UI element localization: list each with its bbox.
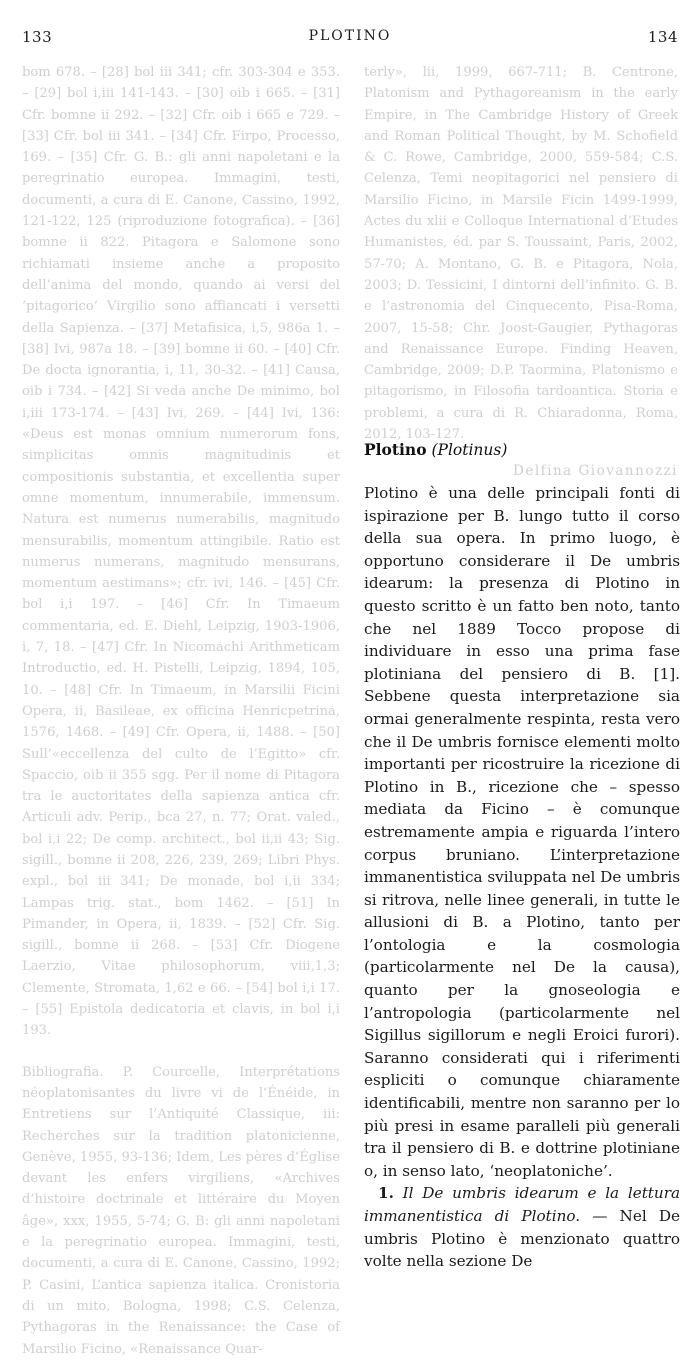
right-column-top (364, 62, 678, 483)
section-title: Il De umbris idearum e la lettura immanentistica di Plotino. (364, 1184, 681, 1225)
entry-body (364, 482, 680, 1273)
entry-paragraph-1: Plotino è una delle principali fonti di ispirazione per B. lungo tutto il corso della sua opera. In primo luogo, è opportuno considerare il De umbris idearum: la presenza di Plotino in questo scritto è un fatto ben noto, tanto che nel 1889 Tocco propose di individuare in esso una prima fase plotiniana del pensiero di B. [1]. Sebbene questa interpretazione sia ormai generalmente respinta, resta vero che il De umbris fornisce elementi molto importanti per ricostruire la ricezione di Plotino in B., ricezione che – spesso mediata da Ficino – è comunque estremamente ampia e riguarda l’intero corpus bruniano. L’interpretazione immanentistica sviluppata nel De umbris si ritrova, nelle linee generali, in tutte le allusioni di B. a Plotino, tanto per l’ontologia e la cosmologia (particolarmente nel De la causa), quanto per la gnoseologia e l’antropologia (particolarmente nel Sigillus sigillorum e negli Eroici furori). Saranno considerati qui i riferimenti espliciti o comunque chiaramente identificabili, mentre non saranno per lo più presi in esame paralleli più generali tra il pensiero di B. e dottrine plotiniane o, in senso lato, ‘neoplatoniche’. (364, 484, 680, 1180)
running-title: PLOTINO (308, 28, 392, 44)
section-number: 1. (378, 1184, 394, 1203)
bibliography: Bibliografia. P. Courcelle, Interprétations néoplatonisantes du livre vi de l’Énéide, in Entretiens sur l’Antiquité Classique, iii: Recherches sur la tradition platonicienne, Genève, 1955, 93-136; Idem, Les pères d’Église devant les enfers virgiliens, «Archives d’histoire doctrinale et littéraire du Moyen âge», xxx, 1955, 5-74; G. B: gli anni napoletani e la peregrinatio europea. Immagini, testi, documenti, a cura di E. Canone, Cassino, 1992; P. Casini, L’antica sapienza italica. Cronistoria di un mito, Bologna, 1998; C.S. Celenza, Pythagoras in the Renaissance: the Case of Marsilio Ficino, «Renaissance Quar- (22, 1064, 340, 1357)
entry-title-main: Plotino (364, 440, 427, 459)
page-number-left: 133 (22, 28, 53, 46)
page-number-right: 134 (647, 28, 678, 46)
entry-title (364, 440, 507, 459)
left-column (22, 62, 340, 1360)
entry-paragraph-2 (364, 1182, 680, 1272)
author-signature: Delfina Giovannozzi (513, 463, 678, 480)
endnotes: bom 678. – [28] bol iii 341; cfr. 303-304 e 353. – [29] bol i,iii 141-143. – [30] oib i 665. – [31] Cfr. bomne ii 292. – [32] Cfr. oib i 665 e 729. – [33] Cfr. bol iii 341. – [34] Cfr. Firpo, Processo, 169. – [35] Cfr. G. B.: gli anni napoletani e la peregrinatio europea. Immagini, testi, documenti, a cura di E. Canone, Cassino, 1992, 121-122, 125 (riproduzione fotografica). – [36] bomne ii 822. Pitagora e Salomone sono richiamati insieme anche a proposito dell’anima del mondo, quando ai versi del ‘pitagorico’ Virgilio sono affiancati i versetti della Sapienza. – [37] Metafisica, i,5, 986a 1. – [38] Ivi, 987a 18. – [39] bomne ii 60. – [40] Cfr. De docta ignorantia, i, 11, 30-32. – [41] Causa, oib i 734. – [42] Si veda anche De minimo, bol i,iii 173-174. – [43] Ivi, 269. – [44] Ivi, 136: «Deus est monas omnium numerorum fons, simplicitas omnis magnitudinis et compositionis substantia, et excellentia super omne momentum, innumerabile, immensum. Natura est numerus numerabilis, magnitudo mensurabilis, momentum attingibile. Ratio est numerus numerans, magnitudo mensurans, momentum aestimans»; cfr. ivi, 146. – [45] Cfr. bol i,i 197. – [46] Cfr. In Timaeum commentaria, ed. E. Diehl, Leipzig, 1903-1906, i, 7, 18. – [47] Cfr. In Nicomachi Arithmeticam Introductio, ed. H. Pistelli, Leipzig, 1894, 105, 10. – [48] Cfr. In Timaeum, in Marsilii Ficini Opera, ii, Basileae, ex officina Henricpetrina, 1576, 1468. – [49] Cfr. Opera, ii, 1488. – [50] Sull’«eccellenza del culto de l’Egitto» cfr. Spaccio, oib ii 355 sgg. Per il nome di Pitagora tra le auctoritates della sapienza antica cfr. Articuli adv. Perip., bca 27, n. 77; Orat. valed., bol i,i 22; De comp. architect., bol ii,ii 43; Sig. sigill., bomne ii 208, 226, 239, 269; Libri Phys. expl., bol iii 341; De monade, bol i,ii 334; Lampas trig. stat., bom 1462. – [51] In Pimander, in Opera, ii, 1839. – [52] Cfr. Sig. sigill., bomne ii 268. – [53] Cfr. Diogene Laerzio, Vitae philosophorum, viii,1,3; Clemente, Stromata, 1,62 e 66. – [54] bol i,i 17. – [55] Epistola dedicatoria et clavis, in bol i,i 193. (22, 65, 340, 1039)
bibliography-continued: terly», lii, 1999, 667-711; B. Centrone, Platonism and Pythagoreanism in the early Empire, in The Cambridge History of Greek and Roman Political Thought, by M. Schofield & C. Rowe, Cambridge, 2000, 559-584; C.S. Celenza, Temi neopitagorici nel pensiero di Marsilio Ficino, in Marsile Ficin 1499-1999, Actes du xlii e Colloque International d’Etudes Humanistes, éd. par S. Toussaint, Paris, 2002, 57-70; A. Montano, G. B. e Pitagora, Nola, 2003; D. Tessicini, I dintorni dell’infinito. G. B. e l’astronomia del Cinquecento, Pisa-Roma, 2007, 15-58; Chr. Joost-Gaugier, Pythagoras and Renaissance Europe. Finding Heaven, Cambridge, 2009; D.P. Taormina, Platonismo e pitagorismo, in Filosofia tardoantica. Storia e problemi, a cura di R. Chiaradonna, Roma, 2012, 103-127. (364, 65, 678, 443)
section-text: — Nel De umbris Plotino è menzionato quattro volte nella sezione De (364, 1207, 680, 1271)
entry-title-latin: (Plotinus) (431, 441, 508, 459)
